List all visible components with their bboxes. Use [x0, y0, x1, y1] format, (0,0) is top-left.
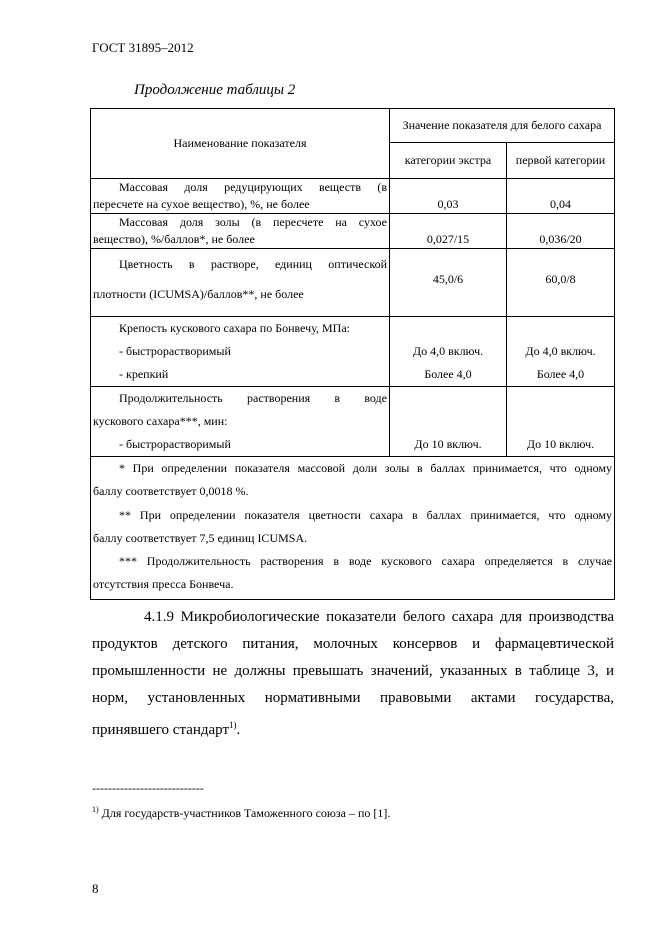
- row3-line1: Цветность в растворе, единиц оптической: [119, 257, 387, 271]
- table-caption: Продолжение таблицы 2: [134, 82, 296, 98]
- paragraph-line: продуктов детского питания, молочных консервов и фармацевтической: [92, 636, 614, 652]
- row5-line1: Продолжительность растворения в воде: [119, 391, 387, 405]
- footnote-text: Для государств-участников Таможенного союза – по [1].: [98, 806, 391, 820]
- paragraph-last-line: [92, 712, 614, 744]
- row5-line3: - быстрорастворимый: [119, 437, 231, 451]
- note3-line1: *** Продолжительность растворения в воде кускового сахара определяется в случае: [119, 554, 612, 569]
- note3-line2: отсутствия пресса Бонвеча.: [93, 577, 234, 592]
- row2-value-first: 0,036/20: [507, 214, 615, 249]
- row1-line2: пересчете на сухое вещество), %, не более: [93, 197, 310, 211]
- row4-value-extra-fast: До 4,0 включ.: [412, 344, 484, 358]
- paragraph-line: норм, установленных нормативными правовыми актами государства,: [92, 690, 614, 706]
- table-row: [91, 249, 615, 317]
- page-number: 8: [92, 881, 99, 896]
- row5-line2: кускового сахара***, мин:: [93, 414, 228, 428]
- row2-line2: вещество), %/баллов*, не более: [93, 232, 255, 246]
- table-row: [91, 179, 615, 214]
- footnote-separator: ----------------------------: [92, 781, 204, 795]
- row3-value-extra: 45,0/6: [390, 249, 507, 317]
- row4-line2: - быстрорастворимый: [119, 344, 231, 358]
- row5-value-first: До 10 включ.: [507, 387, 615, 457]
- paragraph-period: .: [236, 722, 241, 738]
- header-group: Значение показателя для белого сахара: [390, 109, 615, 143]
- header-col-first: первой категории: [507, 143, 615, 179]
- row4-value-first-strong: Более 4,0: [536, 367, 585, 381]
- paragraph-line: принявшего стандарт: [92, 722, 230, 738]
- footnote-ref[interactable]: 1): [229, 720, 237, 730]
- header-name: Наименование показателя: [91, 109, 390, 179]
- indicator-table: [90, 108, 615, 600]
- table-row: [91, 387, 615, 457]
- note2-line1: ** При определении показателя цветности сахара в баллах принимается, что одному: [119, 507, 612, 522]
- paragraph-4-1-9: [92, 604, 614, 744]
- row4-line1: Крепость кускового сахара по Бонвечу, МПа:: [119, 321, 350, 335]
- paragraph-line: промышленности не должны превышать значений, указанных в таблице 3, и: [92, 663, 614, 679]
- row1-value-first: 0,04: [507, 179, 615, 214]
- row4-line3: - крепкий: [119, 367, 169, 381]
- header-col-extra: категории экстра: [390, 143, 507, 179]
- note2-line2: баллу соответствует 7,5 единиц ICUMSA.: [93, 530, 308, 545]
- paragraph-line: 4.1.9 Микробиологические показатели белого сахара для производства: [144, 609, 614, 625]
- row3-line2: плотности (ICUMSA)/баллов**, не более: [93, 287, 304, 301]
- row2-value-extra: 0,027/15: [390, 214, 507, 249]
- table-row: [91, 317, 615, 387]
- row4-value-first-fast: До 4,0 включ.: [525, 344, 596, 358]
- footnote-marker: 1): [92, 805, 99, 814]
- row2-line1: Массовая доля золы (в пересчете на сухое: [119, 215, 387, 229]
- table-row: [91, 214, 615, 249]
- document-header: ГОСТ 31895–2012: [92, 40, 194, 55]
- row5-value-extra: До 10 включ.: [390, 387, 507, 457]
- footnote: [92, 805, 390, 821]
- row4-value-extra-strong: Более 4,0: [424, 367, 472, 381]
- note1-line2: баллу соответствует 0,0018 %.: [93, 484, 249, 499]
- row1-value-extra: 0,03: [390, 179, 507, 214]
- table-notes: [91, 457, 615, 600]
- row3-value-first: 60,0/8: [507, 249, 615, 317]
- note1-line1: * При определении показателя массовой доли золы в баллах принимается, что одному: [119, 461, 612, 475]
- row1-line1: Массовая доля редуцирующих веществ (в: [119, 180, 387, 194]
